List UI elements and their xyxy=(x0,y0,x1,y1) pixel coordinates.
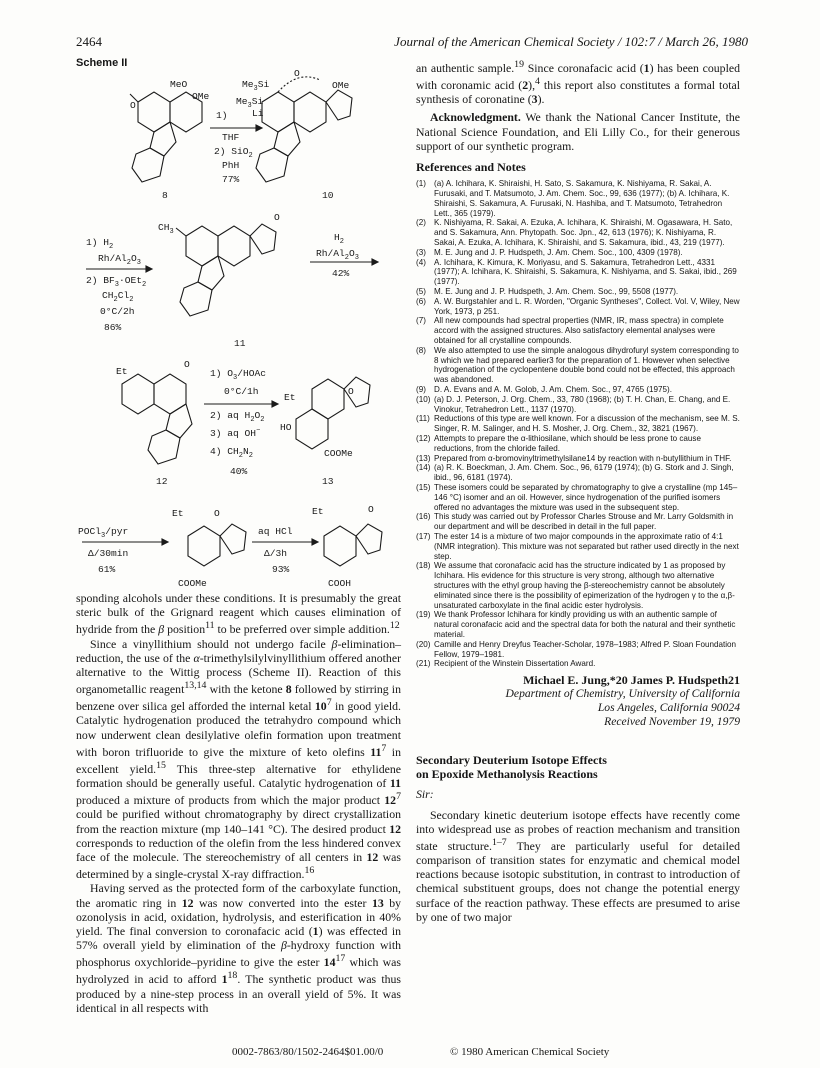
reference-item xyxy=(416,512,740,532)
reference-item xyxy=(416,385,740,395)
compound-8-label: 8 xyxy=(162,190,168,201)
reference-text: These isomers could be separated by chromatography to give a crystalline (mp 145–146 °C) isomer and an oil. However, since hydrogenation of the purified isomers offered no advantages the mixture was used in the subsequent step. xyxy=(434,482,738,512)
reference-number: (5) xyxy=(416,287,426,297)
reference-number: (10) xyxy=(416,394,431,404)
reference-item xyxy=(416,414,740,434)
reference-text: (a) A. Ichihara, K. Shiraishi, H. Sato, S. Sakamura, K. Nishiyama, R. Sakai, A. Furusaki, and T. Matsumoto, J. Am. Chem. Soc., 99, 636 (1977); (b) A. Ichihara, K. Shiraishi, S. Sakamura, A. Furusaki, N. Hashiba, and T. Matsumoto, Tetrahedron Lett., 365 (1979). xyxy=(434,179,730,218)
reference-text: (a) D. J. Peterson, J. Org. Chem., 33, 780 (1968); (b) T. H. Chan, E. Chang, and E. Vinokur, Tetrahedron Lett., 1137 (1970). xyxy=(434,394,731,414)
next-article-title-2: on Epoxide Methanolysis Reactions xyxy=(416,767,598,782)
reference-number: (11) xyxy=(416,414,430,424)
structure-1 xyxy=(324,524,382,566)
reference-text: Camille and Henry Dreyfus Teacher-Scholar, 1978–1983; Alfred P. Sloan Foundation Fellow, 1979–1981. xyxy=(434,639,737,659)
reference-item xyxy=(416,297,740,317)
reference-item xyxy=(416,179,740,218)
step4-r3: aq HCl xyxy=(258,526,293,537)
ketone-o-8: O xyxy=(130,100,136,111)
reference-text: Recipient of the Winstein Dissertation Award. xyxy=(434,659,596,669)
right-paragraph-2: Secondary kinetic deuterium isotope effects have recently come into widespread use as probes of reaction mechanism and transition state structure.$^{1-7}$ They are particularly useful for detailed comparison of transition states for enzymatic and chemical model reactions because isotopic substitution, in contrast to introduction of chemical substituent groups, does not change the potential energy surface of the reaction pathway. These effects are presumed to arise by one of two major xyxy=(416,807,740,924)
step3-r4: 3) aq OH− xyxy=(210,427,261,439)
group-ome-1: OMe xyxy=(192,91,210,102)
group-ome-2: OMe xyxy=(332,80,350,91)
reference-item xyxy=(416,258,740,287)
ketone-o-12: O xyxy=(184,359,190,370)
reference-item xyxy=(416,346,740,385)
reference-item xyxy=(416,659,740,669)
step2-r1: 1) $H_2$ xyxy=(86,237,114,251)
reference-text: All new compounds had spectral properties (NMR, IR, mass spectra) in complete accord with the assigned structures. Also satisfactory elemental analyses were obtained for all crystalline compounds. xyxy=(434,316,724,346)
reference-item xyxy=(416,483,740,512)
yield-77: 77% xyxy=(222,174,240,185)
group-meo: MeO xyxy=(170,79,188,90)
footer-copyright: © 1980 American Chemical Society xyxy=(450,1046,610,1058)
reference-text: (a) R. K. Boeckman, J. Am. Chem. Soc., 96, 6179 (1974); (b) G. Stork and J. Singh, ibid., 96, 6181 (1974). xyxy=(434,463,734,483)
reference-text: Reductions of this type are well known. For a discussion of the mechanism, see M. S. Singer, R. M. Salinger, and H. S. Mosher, J. Org. Chem., 32, 3821 (1967). xyxy=(434,414,740,434)
yield-61: 61% xyxy=(98,564,116,575)
reference-number: (17) xyxy=(416,531,431,541)
reference-text: A. W. Burgstahler and L. R. Worden, "Organic Syntheses", Collect. Vol. V, Wiley, New York, 1973, p 251. xyxy=(434,296,740,316)
yield-42: 42% xyxy=(332,268,350,279)
reference-text: M. E. Jung and J. P. Hudspeth, J. Am. Chem. Soc., 99, 5508 (1977). xyxy=(434,287,679,297)
acknowledgment: Acknowledgment. We thank the National Cancer Institute, the National Science Foundation, and Eli Lilly Co., for their generous support of our synthetic program. xyxy=(416,110,740,153)
authors: Michael E. Jung,*20 James P. Hudspeth21 xyxy=(523,673,740,688)
coome-13: COOMe xyxy=(324,448,353,459)
reference-number: (12) xyxy=(416,433,431,443)
salutation: Sir: xyxy=(416,787,434,802)
page-number: 2464 xyxy=(76,34,102,49)
reference-number: (16) xyxy=(416,512,431,522)
reference-text: The ester 14 is a mixture of two major compounds in the approximate ratio of 4:1 (NMR integration). This mixture was not separated but rather used directly in the next step. xyxy=(434,531,739,561)
right-paragraph-1: an authentic sample.$^{19}$ Since coronafacic acid (1) has been coupled with coronamic acid (2),$^4$ this report also constitutes a formal total synthesis of coronatine (3). xyxy=(416,59,741,107)
reference-item xyxy=(416,248,740,258)
references-list xyxy=(416,179,740,669)
reference-item xyxy=(416,610,740,639)
reference-number: (13) xyxy=(416,453,431,463)
ketone-o-13: O xyxy=(348,386,354,397)
coome-14: COOMe xyxy=(178,578,207,588)
reagent-sio2: 2) SiO$_2$ xyxy=(214,146,253,160)
left-paragraph-2: Since a vinyllithium should not undergo facile β-elimination–reduction, the use of the α-trimethylsilylvinyllithium offered another alternative to the Wittig process (Scheme II). Reaction of this organometallic reagent$^{13,14}$ with the ketone 8 followed by stirring in benzene over silica gel afforded the internal ketal $10^7$ in good yield. Catalytic hydrogenation produced the tetrahydro compound which now underwent clean desilylative olefin formation upon treatment with boron trifluoride to give the mixture of keto olefins $11^7$ in excellent yield.$^{15}$ This three-step alternative for ethylidene formation should be generally useful. Catalytic hydrogenation of 11 produced a mixture of products from which the major product $12^7$ could be purified without chromatography by direct crystallization from the reaction mixture (mp 140–141 °C). The desired product 12 corresponds to reduction of the olefin from the less hindered convex face of the molecule. The stereochemistry of all centers in 12 was determined by a single-crystal X-ray diffraction.$^{16}$ xyxy=(76,636,402,882)
reference-number: (14) xyxy=(416,463,431,473)
reference-text: Prepared from α-bromovinyltrimethylsilane14 by reaction with n-butyllithium in THF. xyxy=(434,453,732,463)
yield-93: 93% xyxy=(272,564,290,575)
step2b-rh: $Rh/Al_2O_3$ xyxy=(316,248,359,262)
reference-number: (3) xyxy=(416,247,426,257)
step2-r2: $Rh/Al_2O_3$ xyxy=(98,253,141,267)
reference-number: (7) xyxy=(416,316,426,326)
reference-number: (1) xyxy=(416,179,426,189)
compound-13-label: 13 xyxy=(322,476,334,487)
step4-r2: Δ/30min xyxy=(88,548,129,559)
compound-11-label: 11 xyxy=(234,338,246,349)
structure-14 xyxy=(188,524,246,566)
step3-r2: 0°C/1h xyxy=(224,386,259,397)
structure-11 xyxy=(176,224,276,316)
structure-10 xyxy=(256,77,352,182)
reference-item xyxy=(416,640,740,660)
reagent-1: 1) xyxy=(216,110,228,121)
reference-number: (19) xyxy=(416,610,431,620)
reference-number: (15) xyxy=(416,482,431,492)
step3-r5: 4) $CH_2N_2$ xyxy=(210,446,253,460)
reference-item xyxy=(416,434,740,454)
step3-r1: 1) $O_3$/HOAc xyxy=(210,368,267,382)
structure-8 xyxy=(130,92,202,182)
reference-item xyxy=(416,287,740,297)
reference-number: (18) xyxy=(416,561,431,571)
reagent-thf: THF xyxy=(222,132,240,143)
reference-text: K. Nishiyama, R. Sakai, A. Ezuka, A. Ichihara, K. Shiraishi, M. Ogasawara, H. Sato, and S. Sakamura, Ann. Phytopath. Soc. Jpn., 42, 613 (1976); K. Nishiyama, R. Sakai, A. Ezuka, A. Ichihara, K. Shiraishi, and S. Sakamura, ibid., 43, 219 (1977). xyxy=(434,218,733,248)
reagent-me3si: $Me_3Si$ xyxy=(236,96,264,110)
step2b-h2: $H_2$ xyxy=(334,232,344,246)
reference-text: D. A. Evans and A. M. Golob, J. Am. Chem. Soc., 97, 4765 (1975). xyxy=(434,385,672,394)
reference-item xyxy=(416,532,740,561)
left-paragraph-1: sponding alcohols under these conditions. It is presumably the great steric bulk of the Grignard reagent which causes elimination of hydride from the β position$^{11}$ to be preferred over simple addition.$^{12}$ xyxy=(76,591,401,637)
et-14: Et xyxy=(172,508,184,519)
received-date: Received November 19, 1979 xyxy=(604,715,740,729)
reference-item xyxy=(416,218,740,247)
structure-13 xyxy=(296,377,370,449)
group-me3si: $Me_3Si$ xyxy=(242,79,270,93)
reagent-li: Li xyxy=(252,108,264,119)
step2-r3: 2) $BF_3\cdot OEt_2$ xyxy=(86,275,147,289)
footer-code: 0002-7863/80/1502-2464$01.00/0 xyxy=(232,1046,384,1058)
reagent-phh: PhH xyxy=(222,160,240,171)
ketal-o: O xyxy=(294,68,300,79)
reference-item xyxy=(416,395,740,415)
reference-item xyxy=(416,463,740,483)
reaction-scheme xyxy=(76,64,401,588)
reference-text: This study was carried out by Professor Charles Strouse and Mr. Larry Goldsmith in our department and will be described in detail in the full paper. xyxy=(434,512,734,532)
ketone-o-1: O xyxy=(368,504,374,515)
affiliation-dept: Department of Chemistry, University of California xyxy=(505,687,740,701)
reference-number: (20) xyxy=(416,639,431,649)
right-column-text xyxy=(416,58,740,924)
references-heading: References and Notes xyxy=(416,160,526,175)
reference-text: Attempts to prepare the α-lithiosilane, which should be less prone to cause reductions, from the chloride failed. xyxy=(434,433,701,453)
reference-item xyxy=(416,454,740,464)
left-column-text xyxy=(76,591,401,1015)
ho-13: HO xyxy=(280,422,292,433)
reference-number: (6) xyxy=(416,296,426,306)
reference-number: (21) xyxy=(416,659,431,669)
step4-r1: POCl$_3$/pyr xyxy=(78,526,129,540)
journal-header: Journal of the American Chemical Society / 102:7 / March 26, 1980 xyxy=(394,34,748,49)
ketone-o-14: O xyxy=(214,508,220,519)
scheme-label: Scheme II xyxy=(76,57,128,69)
reference-number: (8) xyxy=(416,345,426,355)
et-13: Et xyxy=(284,392,296,403)
step2-r4: $CH_2Cl_2$ xyxy=(102,290,134,304)
reference-text: We assume that coronafacic acid has the structure indicated by 1 as proposed by Ichihara. His evidence for this structure is very strong, although two alternative structures with the ethyl group having the β-stereochemistry cannot be absolutely eliminated since there is the possibility of epimerization of the hydrogen γ to the α,β-unsaturated carboxylate in the final acidic ester hydrolysis. xyxy=(434,561,735,610)
step2-r5: 0°C/2h xyxy=(100,306,135,317)
compound-10-label: 10 xyxy=(322,190,334,201)
reference-number: (4) xyxy=(416,257,426,267)
et-1: Et xyxy=(312,506,324,517)
affiliation-city: Los Angeles, California 90024 xyxy=(597,701,740,715)
step3-r3: 2) aq $H_2O_2$ xyxy=(210,410,265,424)
structure-12 xyxy=(122,374,192,464)
ketone-o-11: O xyxy=(274,212,280,223)
reference-text: M. E. Jung and J. P. Hudspeth, J. Am. Chem. Soc., 100, 4309 (1978). xyxy=(434,247,683,257)
next-article-title-1: Secondary Deuterium Isotope Effects xyxy=(416,753,607,768)
left-paragraph-3: Having served as the protected form of the carboxylate function, the aromatic ring in 12 was now converted into the ester 13 by ozonolysis in acid, oxidation, hydrolysis, and esterification in 40% yield. The final conversion to coronafacic acid (1) was effected in 57% overall yield by elimination of the β-hydroxy function with phosphorus oxychloride–pyridine to give the ester $14^{17}$ which was hydrolyzed in acid to afford $1^{18}$. The synthetic product was thus produced by a nine-step process in an overall yield of 5%. It was identical in all respects with xyxy=(76,881,401,1015)
reference-item xyxy=(416,316,740,345)
reference-number: (9) xyxy=(416,385,426,394)
reference-text: A. Ichihara, K. Kimura, K. Moriyasu, and S. Sakamura, Tetrahedron Lett., 4331 (1977); A. Ichihara, K. Shiraishi, S. Sakamura, K. Nishiyama, and S. Sakai, ibid., 269 (1977). xyxy=(434,257,737,287)
yield-86: 86% xyxy=(104,322,122,333)
reference-text: We also attempted to use the simple analogous dihydrofuryl system corresponding to 8 which we had prepared earlier3 for the preparation of 1. However when selective hydrogenation of the cyclopentene double bond could not be effected, this approach was abandoned. xyxy=(434,345,739,385)
group-ch3: $CH_3$ xyxy=(158,222,174,236)
yield-40: 40% xyxy=(230,466,248,477)
reference-number: (2) xyxy=(416,218,426,228)
cooh-1: COOH xyxy=(328,578,352,588)
et-12: Et xyxy=(116,366,128,377)
reference-item xyxy=(416,561,740,610)
reference-text: We thank Professor Ichihara for kindly providing us with an authentic sample of natural coronafacic acid and the spectral data for both the natural and their synthetic material. xyxy=(434,610,736,639)
step4-r4: Δ/3h xyxy=(264,548,288,559)
compound-12-label: 12 xyxy=(156,476,168,487)
